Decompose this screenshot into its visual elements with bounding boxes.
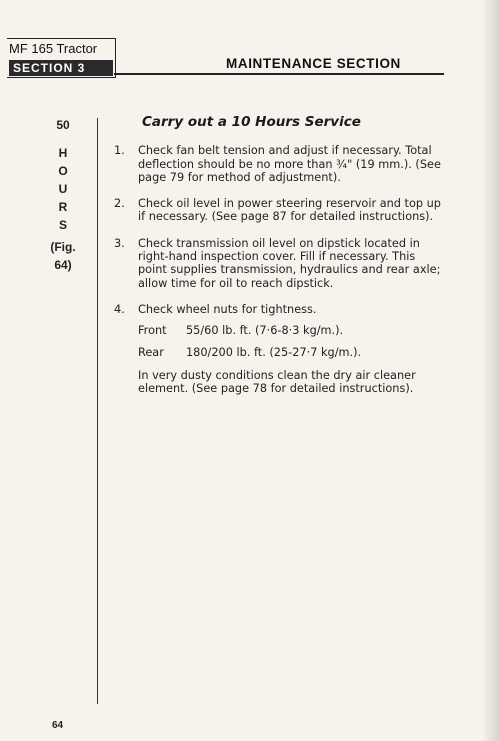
interval-hours-number: 50 <box>56 118 70 132</box>
figure-number: 64) <box>54 258 72 272</box>
torque-row-rear <box>138 346 444 359</box>
torque-value-front: 55/60 lb. ft. (7·6-8·3 kg/m.). <box>186 324 344 338</box>
item-text: Check oil level in power steering reservoir and top up if necessary. (See page 87 for detailed instructions). <box>138 197 441 224</box>
item-number: 4. <box>114 302 125 316</box>
service-item <box>114 237 444 290</box>
service-item <box>114 144 444 184</box>
vertical-divider <box>97 118 98 704</box>
torque-value-rear: 180/200 lb. ft. (25-27·7 kg/m.). <box>186 345 362 359</box>
item-number: 2. <box>114 197 125 211</box>
page-edge-shadow <box>484 0 500 741</box>
service-interval-sidebar <box>38 118 88 274</box>
item-body <box>138 303 444 395</box>
item-text: Check fan belt tension and adjust if necessary. Total deflection should be no more than ¾" (19 mm.). (See page 79 for method of adjustment). <box>138 144 441 184</box>
hours-letter-s: S <box>58 218 67 232</box>
service-content <box>114 116 444 408</box>
hours-letter-u: U <box>58 182 68 196</box>
service-item <box>114 197 444 224</box>
torque-label-front: Front <box>138 324 167 338</box>
item-text: Check wheel nuts for tightness. <box>138 302 317 316</box>
service-heading: Carry out a 10 Hours Service <box>142 114 361 130</box>
page-number: 64 <box>52 720 64 731</box>
torque-label-rear: Rear <box>138 345 164 359</box>
item-number: 1. <box>114 144 125 158</box>
hours-letter-r: R <box>58 200 68 214</box>
dusty-conditions-note: In very dusty conditions clean the dry air cleaner element. (See page 78 for detailed instructions). <box>138 368 416 396</box>
section-title: MAINTENANCE SECTION <box>226 56 401 71</box>
hours-letter-h: H <box>58 146 68 160</box>
item-text: Check transmission oil level on dipstick located in right-hand inspection cover. Fill if necessary. This point supplies transmission, hydraulics and rear axle; allow time for oil to reach dipstick. <box>138 236 441 290</box>
hours-letter-o: O <box>58 164 68 178</box>
tractor-model-title: MF 165 Tractor <box>9 41 98 56</box>
torque-row-front <box>138 324 444 337</box>
figure-reference: (Fig. <box>50 240 76 254</box>
service-item <box>114 303 444 395</box>
item-number: 3. <box>114 236 125 250</box>
section-badge: SECTION 3 <box>9 60 113 76</box>
header-rule <box>114 73 444 75</box>
